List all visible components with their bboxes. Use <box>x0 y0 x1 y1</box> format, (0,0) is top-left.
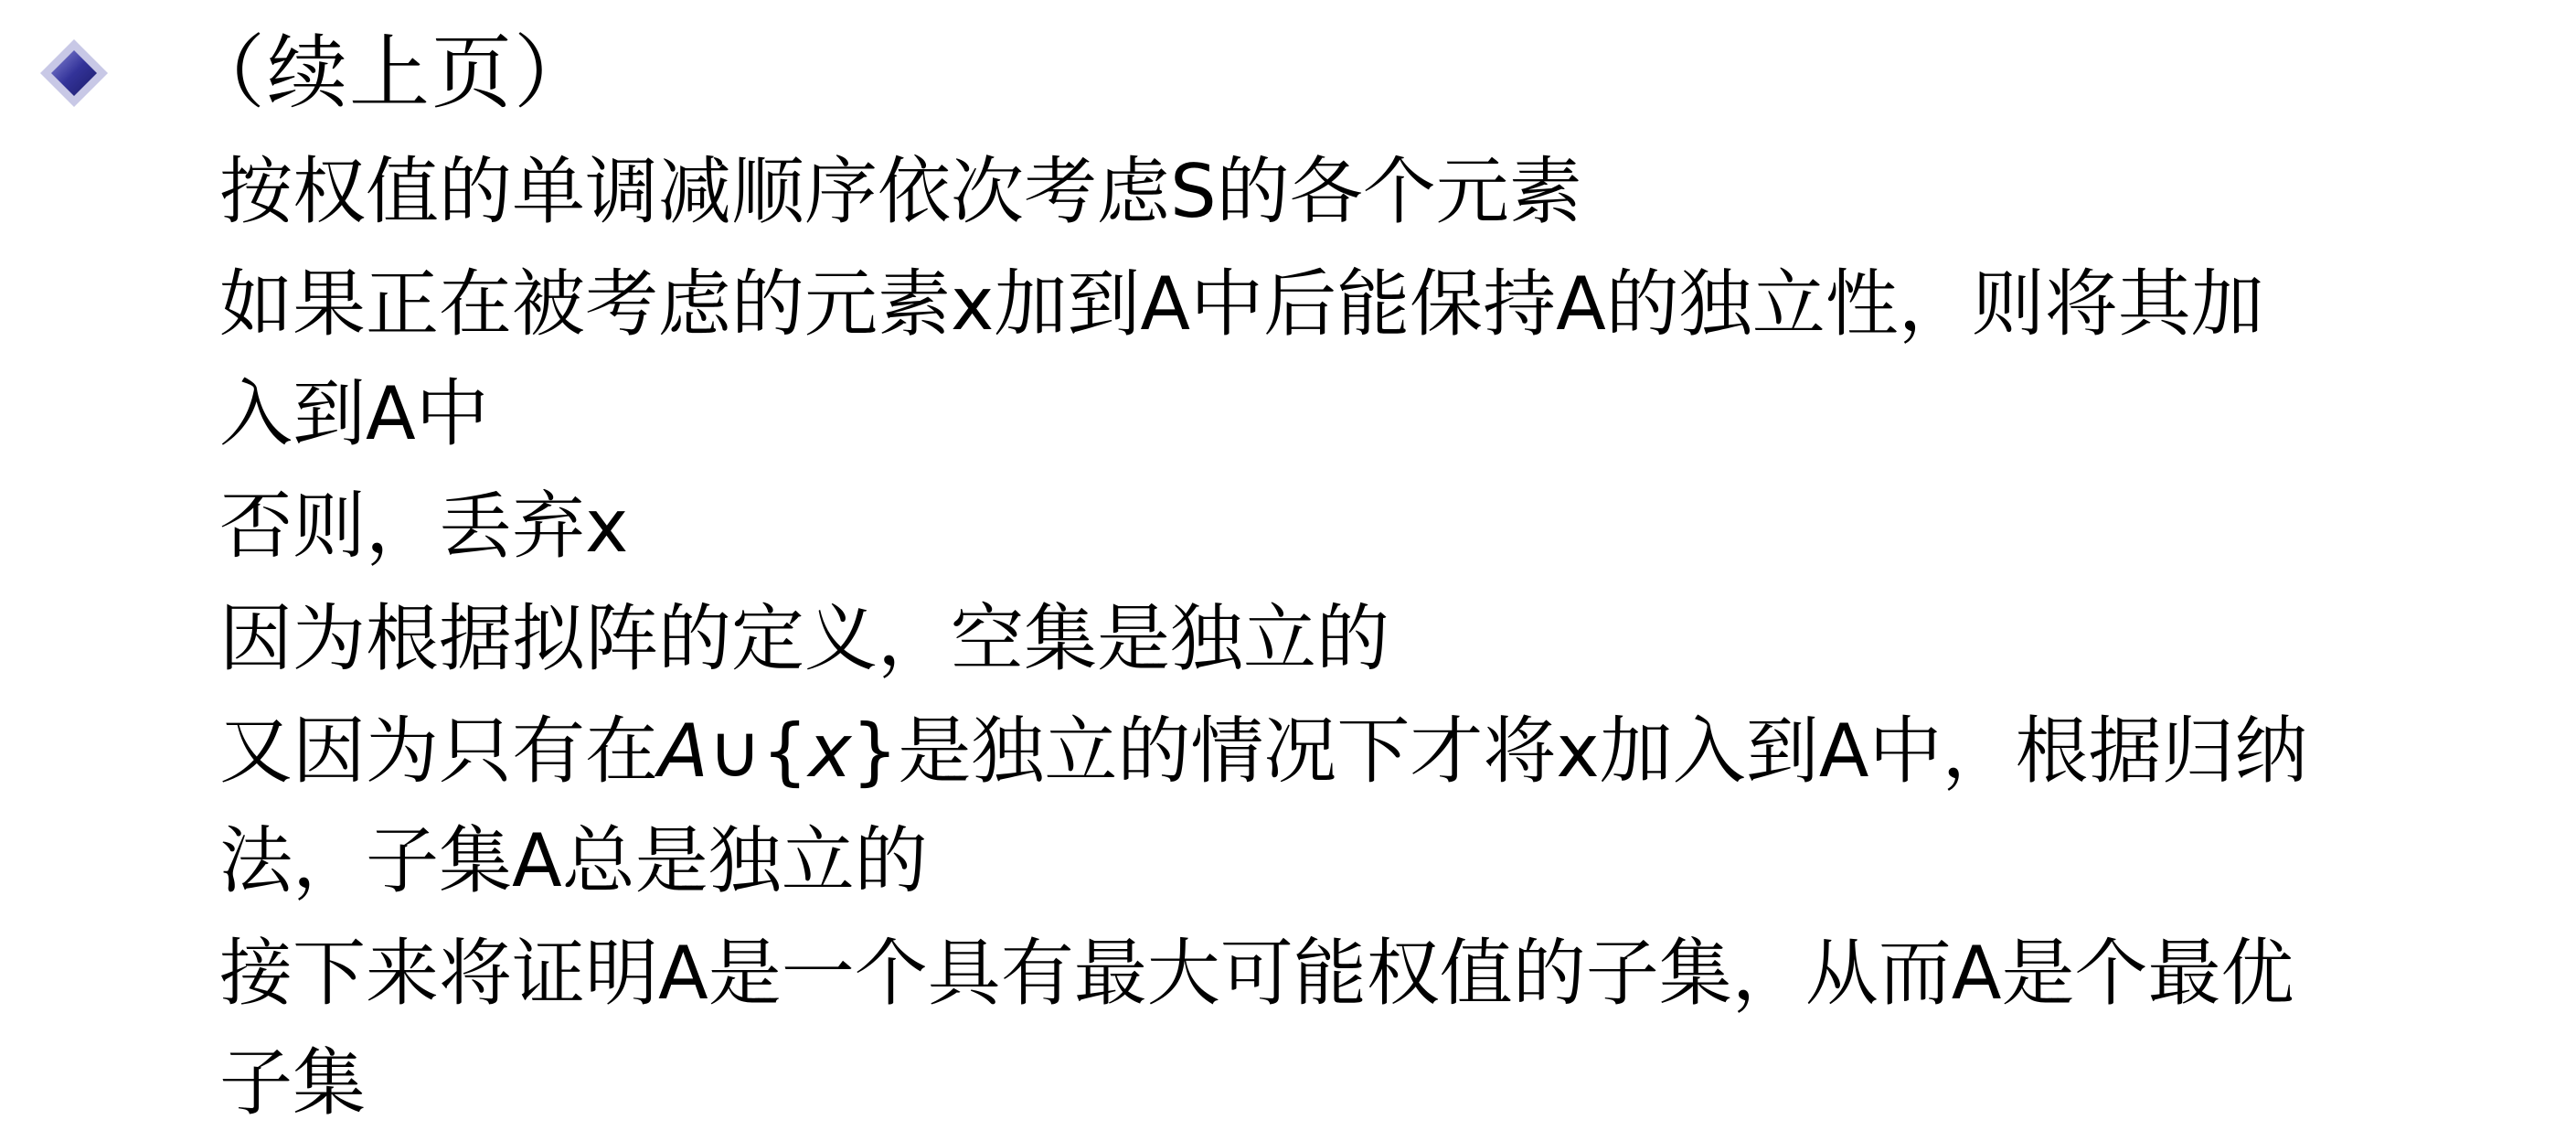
paragraph-6 <box>219 919 2560 1138</box>
paragraph-1-line-1: 按权值的单调减顺序依次考虑S的各个元素 <box>219 149 1582 234</box>
paragraph-6-line-1: 接下来将证明A是一个具有最大可能权值的子集，从而A是个最优 <box>219 931 2294 1016</box>
paragraph-6-line-2: 子集 <box>219 1040 366 1125</box>
heading-text: （续上页） <box>185 26 597 120</box>
paragraph-1 <box>219 137 2560 247</box>
paragraph-5 <box>219 697 2560 916</box>
paragraph-3 <box>219 472 2560 581</box>
paragraph-5-post: }是独立的情况下才将x加入到A中，根据归纳 <box>851 709 2308 794</box>
math-union: ∪{ <box>708 709 809 794</box>
paragraph-4-line-1: 因为根据拟阵的定义，空集是独立的 <box>219 596 1389 681</box>
diamond-bullet-icon <box>37 36 112 111</box>
paragraph-4 <box>219 584 2560 694</box>
math-element-x: x <box>808 709 852 794</box>
paragraph-2-line-2: 入到A中 <box>219 371 489 456</box>
paragraph-2-line-1: 如果正在被考虑的元素x加到A中后能保持A的独立性，则将其加 <box>219 261 2264 347</box>
slide-body <box>219 137 2560 1141</box>
slide-heading <box>37 9 596 137</box>
paragraph-5-line-2: 法，子集A总是独立的 <box>219 818 928 903</box>
paragraph-2 <box>219 250 2560 469</box>
paragraph-5-line-1 <box>219 709 2308 794</box>
paragraph-3-line-1: 否则，丢弃x <box>219 484 629 569</box>
math-set-a: A <box>658 709 708 794</box>
paragraph-5-pre: 又因为只有在 <box>219 709 658 794</box>
